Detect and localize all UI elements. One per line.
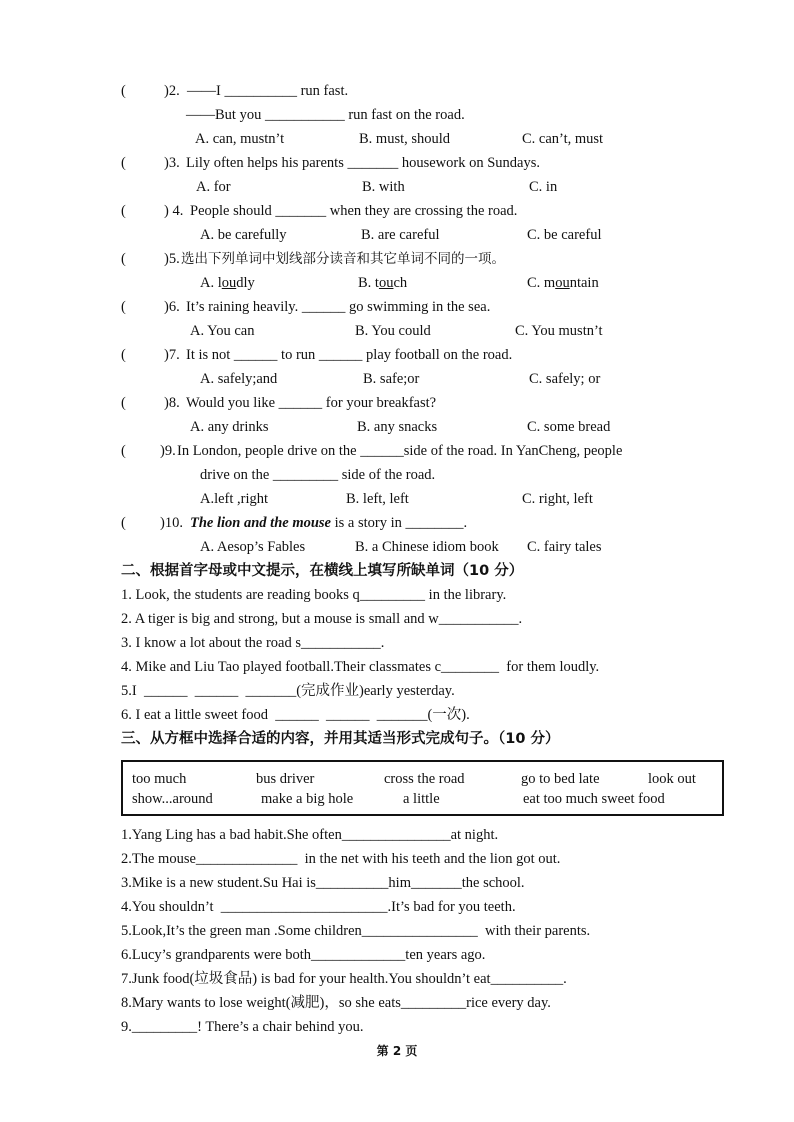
q6-number: )6.	[164, 299, 180, 315]
q3-option-c: C. in	[529, 179, 558, 195]
q2-line2: ——But you ___________ run fast on the road.	[186, 107, 465, 123]
q7-number: )7.	[164, 347, 180, 363]
q4-option-c: C. be careful	[527, 227, 602, 243]
q4-option-b: B. are careful	[361, 227, 440, 243]
section2-item: 2. A tiger is big and strong, but a mouse is small and w___________.	[121, 611, 523, 627]
section3-item: 5.Look,It’s the green man .Some children________________ with their parents.	[121, 923, 591, 939]
section3-item: 8.Mary wants to lose weight(减肥)，so she eats_________rice every day.	[121, 995, 551, 1011]
page-number: 第 2 页	[376, 1044, 418, 1058]
section3-item: 3.Mike is a new student.Su Hai is__________him_______the school.	[121, 875, 525, 891]
q7-line1: It is not ______ to run ______ play football on the road.	[186, 347, 513, 363]
q8-option-b: B. any snacks	[357, 419, 438, 435]
word-box-item: too much	[132, 771, 187, 787]
word-box-item: go to bed late	[521, 771, 600, 787]
answer-paren: (	[121, 395, 126, 411]
q4-option-a: A. be carefully	[200, 227, 287, 243]
section3-item: 9._________! There’s a chair behind you.	[121, 1019, 364, 1035]
answer-paren: (	[121, 299, 126, 315]
q10-option-b: B. a Chinese idiom book	[355, 539, 499, 555]
q9-number: )9.	[160, 443, 176, 459]
section3-item: 7.Junk food(垃圾食品) is bad for your health.You shouldn’t eat__________.	[121, 971, 567, 987]
q6-line1: It’s raining heavily. ______ go swimming in the sea.	[186, 299, 491, 315]
word-box-item: show...around	[132, 791, 213, 807]
q8-number: )8.	[164, 395, 180, 411]
q5-number: )5.	[164, 251, 180, 267]
section2-item: 4. Mike and Liu Tao played football.Their classmates c________ for them loudly.	[121, 659, 600, 675]
q2-option-c: C. can’t, must	[522, 131, 604, 147]
q6-option-a: A. You can	[190, 323, 255, 339]
q2-option-a: A. can, mustn’t	[195, 131, 285, 147]
q2-line1: ——I __________ run fast.	[187, 83, 349, 99]
section2-heading: 二、根据首字母或中文提示，在横线上填写所缺单词（10 分）	[121, 563, 524, 579]
section3-item: 1.Yang Ling has a bad habit.She often_______________at night.	[121, 827, 499, 843]
q5-option-c: C. mountain	[527, 275, 599, 291]
q8-line1: Would you like ______ for your breakfast?	[186, 395, 437, 411]
q7-option-a: A. safely;and	[200, 371, 278, 387]
q10-number: )10.	[160, 515, 183, 531]
q3-option-a: A. for	[196, 179, 231, 195]
q6-option-c: C. You mustn’t	[515, 323, 603, 339]
answer-paren: (	[121, 83, 126, 99]
answer-paren: (	[121, 443, 126, 459]
section3-item: 6.Lucy’s grandparents were both_____________ten years ago.	[121, 947, 486, 963]
q9-option-a: A.left ,right	[200, 491, 269, 507]
q2-option-b: B. must, should	[359, 131, 451, 147]
word-box-item: a little	[403, 791, 440, 807]
q7-option-c: C. safely; or	[529, 371, 601, 387]
word-box-item: eat too much sweet food	[523, 791, 665, 807]
q10-line1: The lion and the mouse is a story in ________.	[190, 515, 468, 531]
q9-option-b: B. left, left	[346, 491, 409, 507]
q5-line1: 选出下列单词中划线部分读音和其它单词不同的一项。	[181, 251, 505, 267]
section2-item: 1. Look, the students are reading books q_________ in the library.	[121, 587, 507, 603]
q7-option-b: B. safe;or	[363, 371, 420, 387]
q9-line2: drive on the _________ side of the road.	[200, 467, 436, 483]
section2-item: 6. I eat a little sweet food ______ ______ _______(一次).	[121, 707, 470, 723]
word-box-item: make a big hole	[261, 791, 354, 807]
answer-paren: (	[121, 515, 126, 531]
q2-number: )2.	[164, 83, 180, 99]
story-title: The lion and the mouse	[190, 515, 331, 531]
q4-number: ) 4.	[164, 203, 184, 219]
answer-paren: (	[121, 251, 126, 267]
q8-option-a: A. any drinks	[190, 419, 269, 435]
section2-item: 5.I ______ ______ _______(完成作业)early yesterday.	[121, 683, 455, 699]
word-box-item: bus driver	[256, 771, 315, 787]
word-box	[121, 760, 724, 816]
q3-line1: Lily often helps his parents _______ housework on Sundays.	[186, 155, 541, 171]
q10-option-a: A. Aesop’s Fables	[200, 539, 306, 555]
q3-number: )3.	[164, 155, 180, 171]
section3-item: 2.The mouse______________ in the net with his teeth and the lion got out.	[121, 851, 561, 867]
q4-line1: People should _______ when they are crossing the road.	[190, 203, 518, 219]
answer-paren: (	[121, 155, 126, 171]
word-box-item: look out	[648, 771, 696, 787]
q10-option-c: C. fairy tales	[527, 539, 602, 555]
answer-paren: (	[121, 347, 126, 363]
section2-item: 3. I know a lot about the road s___________.	[121, 635, 385, 651]
q9-option-c: C. right, left	[522, 491, 593, 507]
q9-line1: In London, people drive on the ______side of the road. In YanCheng, people	[177, 443, 623, 459]
answer-paren: (	[121, 203, 126, 219]
q5-option-a: A. loudly	[200, 275, 255, 291]
q5-option-b: B. touch	[358, 275, 408, 291]
q8-option-c: C. some bread	[527, 419, 611, 435]
section3-heading: 三、从方框中选择合适的内容，并用其适当形式完成句子。（10 分）	[121, 731, 560, 747]
q6-option-b: B. You could	[355, 323, 431, 339]
q3-option-b: B. with	[362, 179, 405, 195]
section3-item: 4.You shouldn’t _______________________.It’s bad for you teeth.	[121, 899, 516, 915]
word-box-item: cross the road	[384, 771, 465, 787]
